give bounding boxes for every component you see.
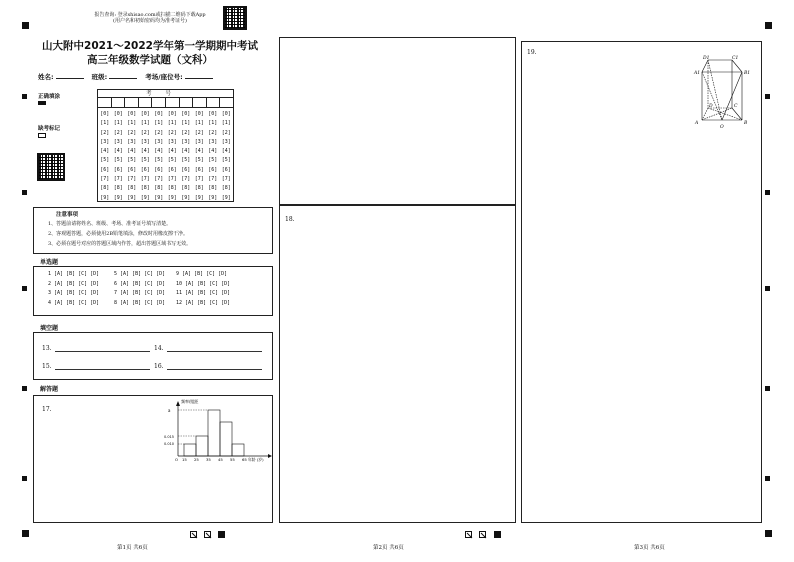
choice-question[interactable]: 8 [A] [B] [C] [D] [114,299,166,306]
digit-bubble[interactable]: [9] [167,194,177,201]
digit-bubble[interactable]: [5] [208,157,218,164]
histogram-ylabel: 频率/组距 [181,399,199,404]
choice-question[interactable]: 1 [A] [B] [C] [D] [48,271,100,277]
digit-bubble[interactable]: [9] [154,194,164,201]
exam-number-column [206,110,220,203]
digit-bubble[interactable]: [7] [140,176,150,183]
digit-bubble[interactable]: [0] [100,111,110,117]
digit-bubble[interactable]: [7] [167,176,177,183]
choice-question[interactable]: 6 [A] [B] [C] [D] [114,280,166,287]
digit-bubble[interactable]: [5] [167,157,177,164]
digit-bubble[interactable]: [1] [194,120,204,127]
student-info-row [38,72,213,81]
prism-label: O [720,125,724,130]
digit-bubble[interactable]: [2] [181,129,191,136]
page-mark [494,531,501,538]
digit-bubble[interactable]: [2] [100,129,110,136]
digit-bubble[interactable]: [2] [127,129,137,136]
prism-label: C1 [732,56,739,61]
q13-answer[interactable]: 13. [42,345,150,352]
exam-number-header: 考号 [98,90,233,98]
timing-mark [765,94,770,99]
seat-field[interactable]: 考场/座位号: [145,72,212,81]
prism-label: A1 [694,71,701,76]
digit-bubble[interactable]: [1] [113,120,123,127]
digit-bubble[interactable]: [3] [113,138,123,145]
digit-bubble[interactable]: [0] [154,111,164,117]
q19-number: 19. [527,49,537,56]
page-checkbox-icon [465,531,472,538]
fill-blank-label: 填空题 [40,325,59,332]
timing-mark [22,476,27,481]
digit-bubble[interactable]: [1] [167,120,177,127]
digit-bubble[interactable]: [1] [181,120,191,127]
digit-bubble[interactable]: [8] [140,185,150,192]
digit-bubble[interactable]: [2] [113,129,123,136]
timing-mark [22,94,27,99]
digit-bubble[interactable]: [8] [181,185,191,192]
exam-number-grid [97,89,234,202]
timing-mark [765,386,770,391]
digit-bubble[interactable]: [8] [194,185,204,192]
histogram-xlabel: 年龄 (岁) [248,457,264,462]
digit-bubble[interactable]: [3] [127,138,137,145]
digit-bubble[interactable]: [9] [194,194,204,201]
digit-bubble[interactable]: [0] [181,111,191,117]
choice-row [48,289,272,299]
digit-bubble[interactable]: [3] [140,138,150,145]
digit-bubble[interactable]: [7] [208,176,218,183]
timing-mark [765,286,770,291]
notice-title: 注意事项 [56,212,79,218]
digit-bubble[interactable]: [1] [140,120,150,127]
histogram-ytick: 0.010 [164,442,175,446]
digit-bubble[interactable]: [1] [221,120,231,127]
digit-bubble[interactable]: [0] [113,111,123,117]
page-mark [218,531,225,538]
digit-bubble[interactable]: [2] [167,129,177,136]
exam-number-column [193,110,207,203]
page-footer-1: 第1页 共6页 [117,545,148,551]
digit-bubble[interactable]: [4] [127,148,137,155]
q16-answer[interactable]: 16. [154,363,262,370]
exam-number-column [220,110,234,203]
page-checkbox-icon [479,531,486,538]
digit-bubble[interactable]: [5] [194,157,204,164]
correct-fill-label: 正确填涂 [38,94,61,100]
digit-bubble[interactable]: [8] [113,185,123,192]
qr-code-icon [223,6,247,30]
report-notice [80,12,220,24]
q19-answer-area[interactable] [521,41,762,523]
digit-bubble[interactable]: [1] [154,120,164,127]
digit-bubble[interactable]: [1] [100,120,110,127]
digit-bubble[interactable]: [7] [181,176,191,183]
choice-row [48,280,272,290]
digit-bubble[interactable]: [3] [194,138,204,145]
q18-answer-area[interactable] [279,205,516,523]
digit-bubble[interactable]: [6] [100,166,110,173]
digit-bubble[interactable]: [1] [127,120,137,127]
student-qr-code-icon [37,153,65,181]
digit-bubble[interactable]: [4] [113,148,123,155]
notice-list [48,219,191,249]
digit-bubble[interactable]: [2] [194,129,204,136]
exam-number-column [152,110,166,203]
filled-bubble-icon [38,101,46,105]
digit-bubble[interactable]: [8] [127,185,137,192]
digit-bubble[interactable]: [9] [113,194,123,201]
digit-bubble[interactable]: [0] [221,111,231,117]
exam-number-write-boxes [98,98,233,108]
histogram-figure [164,398,274,462]
digit-bubble[interactable]: [0] [208,111,218,117]
histogram-ytick: a [168,408,171,413]
single-choice-box [33,266,273,316]
digit-bubble[interactable]: [0] [194,111,204,117]
digit-bubble[interactable]: [5] [100,157,110,164]
digit-bubble[interactable]: [9] [208,194,218,201]
prism-label: D1 [703,56,710,61]
digit-bubble[interactable]: [7] [100,176,110,183]
timing-mark [22,190,27,195]
class-field[interactable]: 班级: [92,72,138,81]
prism-label: B [744,121,748,126]
timing-mark [22,286,27,291]
histogram-xtick: 25 [194,457,199,462]
digit-bubble[interactable]: [4] [154,148,164,155]
digit-bubble[interactable]: [3] [100,138,110,145]
missing-mark-label: 缺考标记 [38,126,61,132]
histogram-xtick: 65 [242,457,247,462]
exam-number-column [139,110,153,203]
prism-label: D [709,104,713,109]
digit-bubble[interactable]: [4] [167,148,177,155]
q15-answer[interactable]: 15. [42,363,150,370]
digit-bubble[interactable]: [7] [194,176,204,183]
digit-bubble[interactable]: [8] [100,185,110,192]
exam-number-bubbles [98,108,233,203]
digit-bubble[interactable]: [8] [167,185,177,192]
digit-bubble[interactable]: [4] [140,148,150,155]
digit-bubble[interactable]: [2] [140,129,150,136]
fill-blank-box [33,332,273,380]
registration-mark [765,530,772,537]
digit-bubble[interactable]: [9] [221,194,231,201]
digit-bubble[interactable]: [6] [181,166,191,173]
digit-bubble[interactable]: [3] [181,138,191,145]
prism-label: C [734,104,738,109]
report-notice-line1: 报告查询: 登录shisao.com或扫描二维码下载App [94,12,206,18]
choice-row [48,299,272,309]
digit-bubble[interactable]: [5] [221,157,231,164]
digit-bubble[interactable]: [6] [167,166,177,173]
digit-bubble[interactable]: [5] [181,157,191,164]
page-footer-2: 第2页 共6页 [373,545,404,551]
digit-bubble[interactable]: [0] [127,111,137,117]
exam-number-column [98,110,112,203]
prism-figure [692,52,756,138]
digit-bubble[interactable]: [6] [154,166,164,173]
digit-bubble[interactable]: [4] [221,148,231,155]
registration-mark [22,22,29,29]
report-notice-line2: (用户名和初始密码均为准考证号) [113,18,187,24]
exam-number-column [125,110,139,203]
histogram-xtick: 45 [218,457,223,462]
digit-bubble[interactable]: [6] [208,166,218,173]
exam-title: 山大附中2021～2022学年第一学期期中考试 [42,40,258,52]
q18-number: 18. [285,216,295,223]
digit-bubble[interactable]: [3] [167,138,177,145]
digit-bubble[interactable]: [5] [154,157,164,164]
digit-bubble[interactable]: [5] [113,157,123,164]
digit-bubble[interactable]: [7] [154,176,164,183]
digit-bubble[interactable]: [7] [113,176,123,183]
choice-question[interactable]: 4 [A] [B] [C] [D] [48,299,100,306]
exam-number-column [112,110,126,203]
digit-bubble[interactable]: [5] [140,157,150,164]
digit-bubble[interactable]: [9] [140,194,150,201]
page-checkbox-icon [204,531,211,538]
digit-bubble[interactable]: [6] [194,166,204,173]
histogram-ytick: 0.015 [164,435,175,439]
choice-question[interactable]: 2 [A] [B] [C] [D] [48,280,100,287]
choice-question[interactable]: 7 [A] [B] [C] [D] [114,290,166,296]
choice-question[interactable]: 12 [A] [B] [C] [D] [176,299,231,306]
prism-label: A [695,121,699,126]
answer-label: 解答题 [40,386,59,393]
q17-answer-area[interactable] [33,395,273,523]
timing-mark [22,386,27,391]
digit-bubble[interactable]: [6] [127,166,137,173]
digit-bubble[interactable]: [3] [154,138,164,145]
digit-bubble[interactable]: [0] [140,111,150,117]
digit-bubble[interactable]: [8] [208,185,218,192]
digit-bubble[interactable]: [2] [208,129,218,136]
name-field[interactable]: 姓名: [38,72,84,81]
digit-bubble[interactable]: [9] [127,194,137,201]
exam-subtitle: 高三年级数学试题（文科） [87,54,213,66]
digit-bubble[interactable]: [7] [127,176,137,183]
digit-bubble[interactable]: [7] [221,176,231,183]
timing-mark [765,190,770,195]
histogram-xtick: 35 [206,457,211,462]
digit-bubble[interactable]: [9] [181,194,191,201]
digit-bubble[interactable]: [4] [194,148,204,155]
histogram-xtick: 55 [230,457,235,462]
choice-question[interactable]: 10 [A] [B] [C] [D] [176,280,231,287]
digit-bubble[interactable]: [4] [100,148,110,155]
page-footer-3: 第3页 共6页 [634,545,665,551]
histogram-xtick: 15 [182,457,187,462]
registration-mark [22,530,29,537]
notice-item: 3、必须在题号对应的答题区域内作答，超出答题区域书写无效。 [48,241,192,247]
digit-bubble[interactable]: [9] [100,194,110,201]
answer-area-col2-top[interactable] [279,37,516,205]
page-checkbox-icon [190,531,197,538]
q17-number: 17. [42,406,52,413]
digit-bubble[interactable]: [6] [113,166,123,173]
registration-mark [765,22,772,29]
digit-bubble[interactable]: [5] [127,157,137,164]
digit-bubble[interactable]: [0] [167,111,177,117]
notice-box [33,207,273,254]
timing-mark [765,476,770,481]
exam-number-column [179,110,193,203]
digit-bubble[interactable]: [3] [221,138,231,145]
choice-question[interactable]: 3 [A] [B] [C] [D] [48,290,100,296]
digit-bubble[interactable]: [4] [208,148,218,155]
digit-bubble[interactable]: [6] [221,166,231,173]
digit-bubble[interactable]: [6] [140,166,150,173]
choice-question[interactable]: 9 [A] [B] [C] [D] [176,271,228,277]
notice-item: 2、客观题答题，必须使用2B铅笔填涂，修改时用橡皮擦干净。 [48,231,189,237]
prism-label: B1 [744,71,751,76]
exam-number-column [166,110,180,203]
digit-bubble[interactable]: [2] [221,129,231,136]
digit-bubble[interactable]: [8] [154,185,164,192]
choice-row [48,270,272,280]
notice-item: 1、答题前请将姓名、班级、考场、准考证号填写清楚。 [48,221,172,227]
digit-bubble[interactable]: [1] [208,120,218,127]
single-choice-label: 单选题 [40,259,59,266]
missing-bubble[interactable] [38,133,46,138]
choice-question[interactable]: 5 [A] [B] [C] [D] [114,271,166,277]
digit-bubble[interactable]: [2] [154,129,164,136]
q14-answer[interactable]: 14. [154,345,262,352]
digit-bubble[interactable]: [8] [221,185,231,192]
choice-question[interactable]: 11 [A] [B] [C] [D] [176,290,231,296]
histogram-xtick: O [175,457,178,462]
digit-bubble[interactable]: [4] [181,148,191,155]
digit-bubble[interactable]: [3] [208,138,218,145]
